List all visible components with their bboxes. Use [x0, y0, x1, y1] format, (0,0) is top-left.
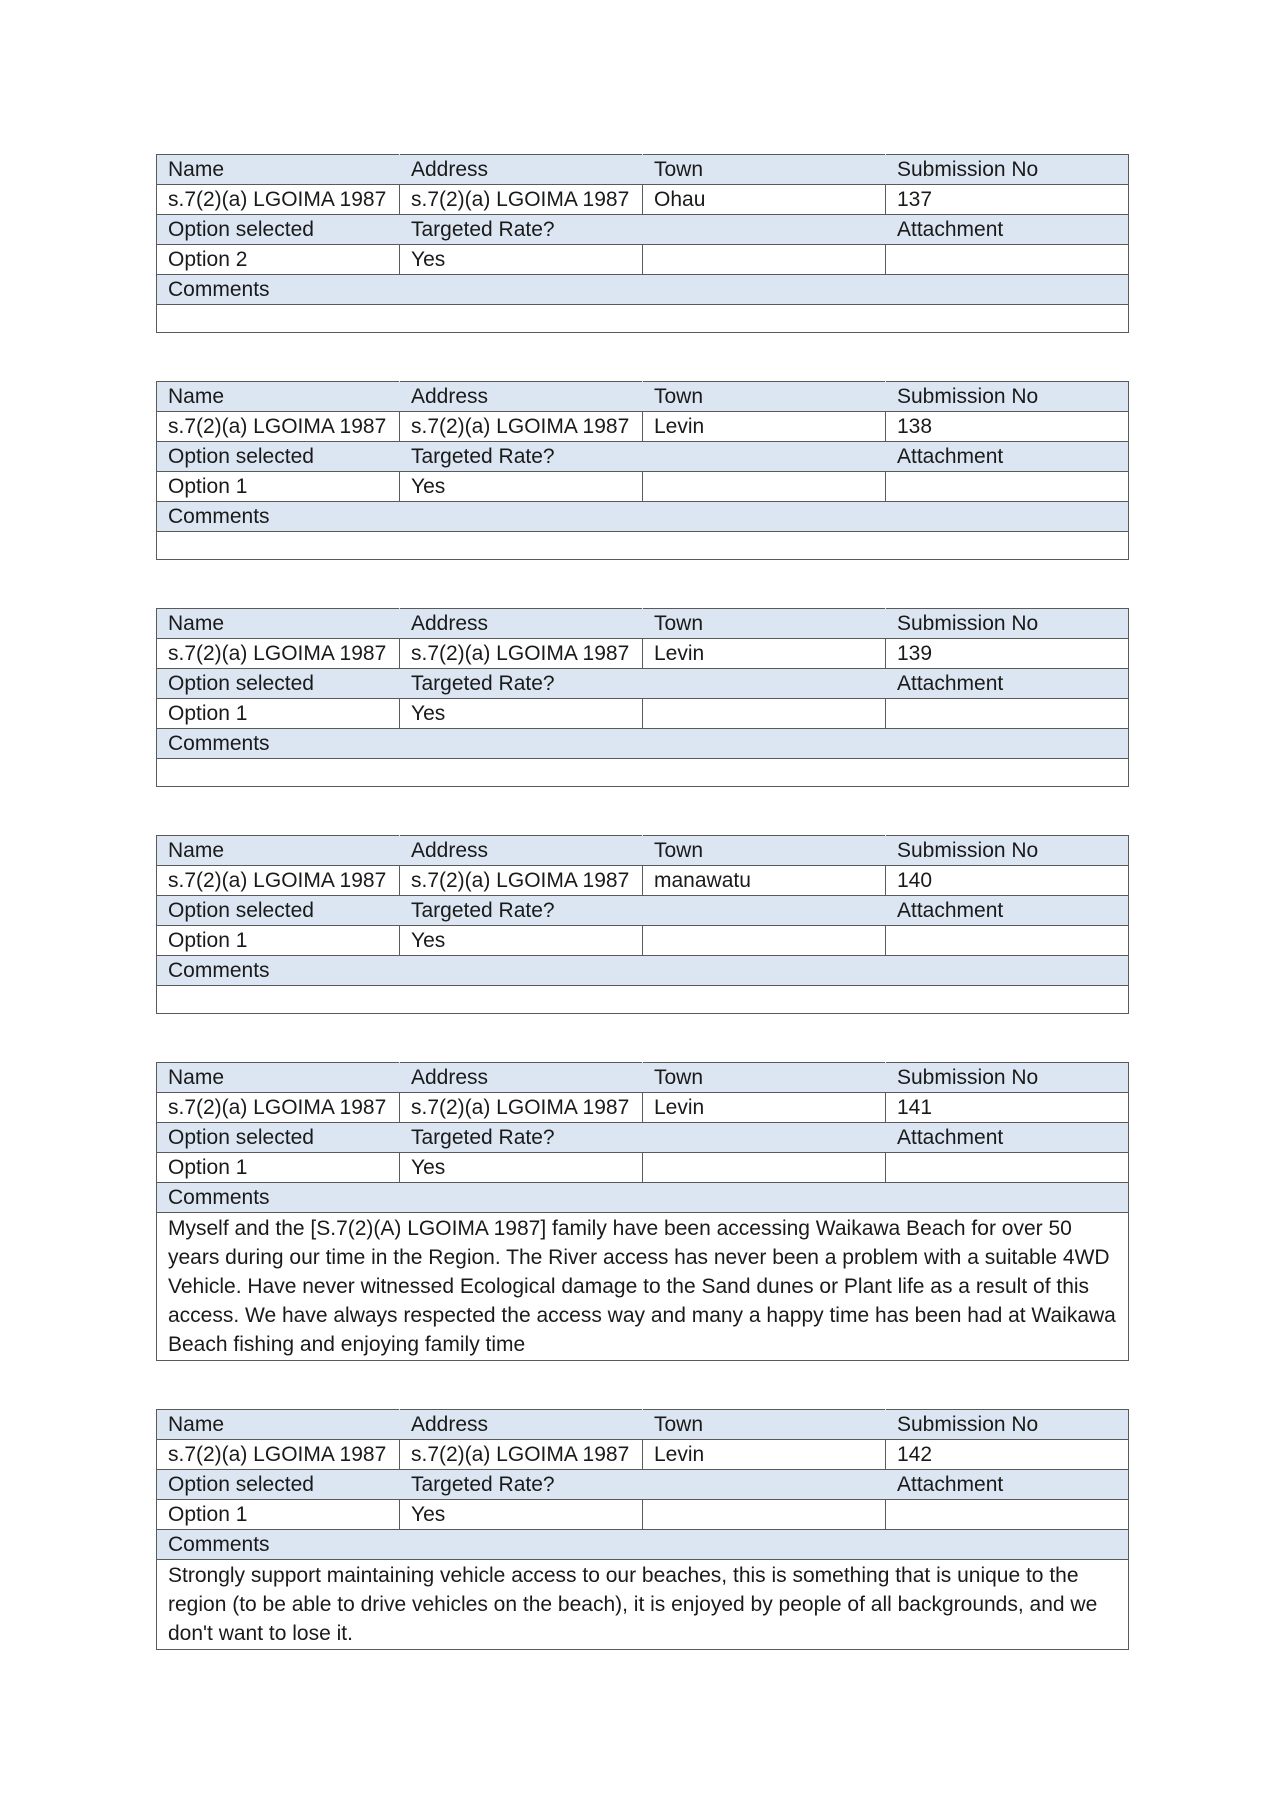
label-town: Town: [643, 609, 886, 639]
label-attachment: Attachment: [886, 215, 1129, 245]
option-value-row: [157, 1153, 1129, 1183]
empty-cell: [643, 215, 886, 245]
label-name: Name: [157, 1410, 400, 1440]
value-submission-no: 139: [886, 639, 1129, 669]
header-row: [157, 1410, 1129, 1440]
option-header-row: [157, 669, 1129, 699]
empty-cell: [643, 1470, 886, 1500]
comments-header-row: [157, 729, 1129, 759]
submission-table-5: [156, 1409, 1129, 1650]
empty-cell: [643, 1153, 886, 1183]
label-comments: Comments: [157, 1530, 1129, 1560]
value-address: s.7(2)(a) LGOIMA 1987: [400, 639, 643, 669]
comments-header-row: [157, 502, 1129, 532]
label-address: Address: [400, 1063, 643, 1093]
value-address: s.7(2)(a) LGOIMA 1987: [400, 1440, 643, 1470]
value-name: s.7(2)(a) LGOIMA 1987: [157, 639, 400, 669]
submission-table-1: [156, 381, 1129, 560]
value-name: s.7(2)(a) LGOIMA 1987: [157, 185, 400, 215]
label-comments: Comments: [157, 729, 1129, 759]
value-attachment: [886, 245, 1129, 275]
value-comments: [157, 305, 1129, 333]
label-submission-no: Submission No: [886, 155, 1129, 185]
value-submission-no: 137: [886, 185, 1129, 215]
value-attachment: [886, 1153, 1129, 1183]
value-name: s.7(2)(a) LGOIMA 1987: [157, 1093, 400, 1123]
value-submission-no: 141: [886, 1093, 1129, 1123]
option-value-row: [157, 245, 1129, 275]
value-submission-no: 142: [886, 1440, 1129, 1470]
value-town: Levin: [643, 1093, 886, 1123]
label-targeted-rate: Targeted Rate?: [400, 669, 643, 699]
value-row: [157, 1440, 1129, 1470]
label-name: Name: [157, 609, 400, 639]
label-comments: Comments: [157, 502, 1129, 532]
option-value-row: [157, 1500, 1129, 1530]
value-row: [157, 412, 1129, 442]
label-submission-no: Submission No: [886, 609, 1129, 639]
option-header-row: [157, 1123, 1129, 1153]
option-header-row: [157, 215, 1129, 245]
label-option-selected: Option selected: [157, 669, 400, 699]
label-attachment: Attachment: [886, 669, 1129, 699]
label-address: Address: [400, 609, 643, 639]
comments-row: [157, 1213, 1129, 1361]
value-town: manawatu: [643, 866, 886, 896]
empty-cell: [643, 669, 886, 699]
value-row: [157, 185, 1129, 215]
label-name: Name: [157, 836, 400, 866]
label-comments: Comments: [157, 275, 1129, 305]
value-town: Levin: [643, 639, 886, 669]
value-targeted-rate: Yes: [400, 699, 643, 729]
option-header-row: [157, 1470, 1129, 1500]
value-address: s.7(2)(a) LGOIMA 1987: [400, 412, 643, 442]
value-comments: [157, 532, 1129, 560]
value-option: Option 1: [157, 1500, 400, 1530]
value-option: Option 1: [157, 926, 400, 956]
value-name: s.7(2)(a) LGOIMA 1987: [157, 1440, 400, 1470]
submission-table-0: [156, 154, 1129, 333]
value-targeted-rate: Yes: [400, 472, 643, 502]
value-town: Levin: [643, 412, 886, 442]
label-address: Address: [400, 155, 643, 185]
value-attachment: [886, 472, 1129, 502]
label-attachment: Attachment: [886, 1470, 1129, 1500]
comments-header-row: [157, 1530, 1129, 1560]
value-row: [157, 866, 1129, 896]
value-targeted-rate: Yes: [400, 1500, 643, 1530]
label-option-selected: Option selected: [157, 1123, 400, 1153]
value-comments: [157, 986, 1129, 1014]
value-town: Ohau: [643, 185, 886, 215]
comments-header-row: [157, 1183, 1129, 1213]
value-address: s.7(2)(a) LGOIMA 1987: [400, 185, 643, 215]
value-option: Option 2: [157, 245, 400, 275]
label-submission-no: Submission No: [886, 836, 1129, 866]
comments-row: [157, 986, 1129, 1014]
value-attachment: [886, 926, 1129, 956]
value-option: Option 1: [157, 472, 400, 502]
header-row: [157, 155, 1129, 185]
label-targeted-rate: Targeted Rate?: [400, 442, 643, 472]
value-row: [157, 1093, 1129, 1123]
empty-cell: [643, 896, 886, 926]
submission-table-2: [156, 608, 1129, 787]
value-name: s.7(2)(a) LGOIMA 1987: [157, 412, 400, 442]
value-attachment: [886, 699, 1129, 729]
value-attachment: [886, 1500, 1129, 1530]
option-header-row: [157, 896, 1129, 926]
label-town: Town: [643, 382, 886, 412]
empty-cell: [643, 472, 886, 502]
label-name: Name: [157, 382, 400, 412]
comments-row: [157, 759, 1129, 787]
option-value-row: [157, 926, 1129, 956]
label-targeted-rate: Targeted Rate?: [400, 215, 643, 245]
comments-row: [157, 305, 1129, 333]
comments-row: [157, 1560, 1129, 1650]
comments-header-row: [157, 275, 1129, 305]
option-value-row: [157, 472, 1129, 502]
label-town: Town: [643, 1410, 886, 1440]
header-row: [157, 609, 1129, 639]
value-targeted-rate: Yes: [400, 1153, 643, 1183]
label-option-selected: Option selected: [157, 1470, 400, 1500]
empty-cell: [643, 699, 886, 729]
label-comments: Comments: [157, 1183, 1129, 1213]
value-address: s.7(2)(a) LGOIMA 1987: [400, 866, 643, 896]
value-submission-no: 138: [886, 412, 1129, 442]
comments-row: [157, 532, 1129, 560]
value-comments: Myself and the [S.7(2)(A) LGOIMA 1987] family have been accessing Waikawa Beach for over 50 years during our time in the Region. The River access has never been a problem with a suitable 4WD Vehicle. Have never witnessed Ecological damage to the Sand dunes or Plant life as a result of this access. We have always respected the access way and many a happy time has been had at Waikawa Beach fishing and enjoying family time: [157, 1213, 1129, 1361]
value-town: Levin: [643, 1440, 886, 1470]
label-targeted-rate: Targeted Rate?: [400, 1470, 643, 1500]
value-address: s.7(2)(a) LGOIMA 1987: [400, 1093, 643, 1123]
label-submission-no: Submission No: [886, 1410, 1129, 1440]
label-name: Name: [157, 155, 400, 185]
label-attachment: Attachment: [886, 896, 1129, 926]
empty-cell: [643, 926, 886, 956]
label-targeted-rate: Targeted Rate?: [400, 1123, 643, 1153]
label-town: Town: [643, 836, 886, 866]
label-option-selected: Option selected: [157, 896, 400, 926]
label-attachment: Attachment: [886, 442, 1129, 472]
submission-list: [156, 154, 1128, 1698]
value-targeted-rate: Yes: [400, 245, 643, 275]
value-submission-no: 140: [886, 866, 1129, 896]
submission-table-4: [156, 1062, 1129, 1361]
header-row: [157, 382, 1129, 412]
empty-cell: [643, 442, 886, 472]
empty-cell: [643, 245, 886, 275]
label-comments: Comments: [157, 956, 1129, 986]
value-name: s.7(2)(a) LGOIMA 1987: [157, 866, 400, 896]
label-town: Town: [643, 1063, 886, 1093]
empty-cell: [643, 1123, 886, 1153]
value-option: Option 1: [157, 1153, 400, 1183]
label-submission-no: Submission No: [886, 1063, 1129, 1093]
label-address: Address: [400, 382, 643, 412]
label-attachment: Attachment: [886, 1123, 1129, 1153]
header-row: [157, 836, 1129, 866]
label-address: Address: [400, 836, 643, 866]
label-town: Town: [643, 155, 886, 185]
submission-table-3: [156, 835, 1129, 1014]
value-option: Option 1: [157, 699, 400, 729]
header-row: [157, 1063, 1129, 1093]
value-comments: Strongly support maintaining vehicle access to our beaches, this is something that is unique to the region (to be able to drive vehicles on the beach), it is enjoyed by people of all backgrounds, and we don't want to lose it.: [157, 1560, 1129, 1650]
label-option-selected: Option selected: [157, 442, 400, 472]
label-option-selected: Option selected: [157, 215, 400, 245]
label-name: Name: [157, 1063, 400, 1093]
value-row: [157, 639, 1129, 669]
label-submission-no: Submission No: [886, 382, 1129, 412]
label-targeted-rate: Targeted Rate?: [400, 896, 643, 926]
option-value-row: [157, 699, 1129, 729]
comments-header-row: [157, 956, 1129, 986]
label-address: Address: [400, 1410, 643, 1440]
value-targeted-rate: Yes: [400, 926, 643, 956]
value-comments: [157, 759, 1129, 787]
option-header-row: [157, 442, 1129, 472]
empty-cell: [643, 1500, 886, 1530]
